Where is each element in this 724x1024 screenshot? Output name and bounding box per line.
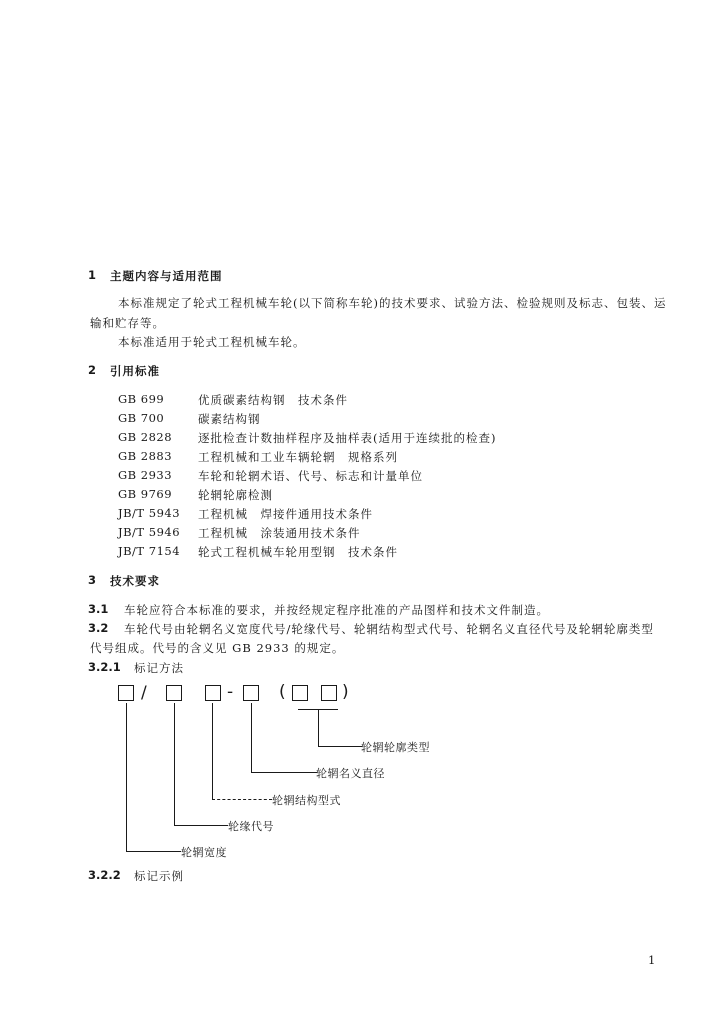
ref-name: 优质碳素结构钢 技术条件 <box>198 393 348 407</box>
label-structure: 轮辋结构型式 <box>272 794 341 807</box>
flange-leader-v <box>174 703 175 825</box>
section-3-1-text: 车轮应符合本标准的要求，并按经规定程序批准的产品图样和技术文件制造。 <box>124 603 549 617</box>
section-3-2-1-number: 3.2.1 <box>88 660 121 674</box>
ref-code: JB/T 7154 <box>118 544 181 558</box>
flange-leader-h <box>174 825 228 826</box>
ref-code: GB 699 <box>118 392 165 406</box>
section-2-title: 引用标准 <box>110 364 160 378</box>
section-3-title: 技术要求 <box>110 574 160 588</box>
section-3-2-2-title: 标记示例 <box>134 869 184 883</box>
dash-symbol: - <box>227 682 234 702</box>
box-diameter <box>243 685 259 701</box>
ref-code: JB/T 5943 <box>118 506 181 520</box>
box-flange <box>166 685 182 701</box>
ref-code: JB/T 5946 <box>118 525 181 539</box>
right-paren-symbol: ) <box>342 682 349 702</box>
ref-name: 工程机械 涂装通用技术条件 <box>198 526 361 540</box>
diameter-leader-v <box>251 703 252 772</box>
label-width: 轮辋宽度 <box>181 846 227 859</box>
label-profile: 轮辋轮廓类型 <box>361 741 430 754</box>
section-1-para2: 本标准适用于轮式工程机械车轮。 <box>118 335 306 349</box>
ref-code: GB 9769 <box>118 487 173 501</box>
ref-name: 工程机械 焊接件通用技术条件 <box>198 507 373 521</box>
section-3-2-1-title: 标记方法 <box>134 661 184 675</box>
width-leader-v <box>126 703 127 851</box>
left-paren-symbol: ( <box>279 682 286 702</box>
section-1-para1-line1: 本标准规定了轮式工程机械车轮(以下简称车轮)的技术要求、试验方法、检验规则及标志、包装、运 <box>118 296 667 310</box>
slash-symbol: / <box>141 683 147 703</box>
ref-name: 轮辋轮廓检测 <box>198 488 273 502</box>
label-diameter: 轮辋名义直径 <box>316 767 385 780</box>
ref-code: GB 2828 <box>118 430 173 444</box>
label-flange: 轮缘代号 <box>228 820 274 833</box>
diameter-leader-h <box>251 772 317 773</box>
box-profile-2 <box>321 685 337 701</box>
section-1-para1-line2: 输和贮存等。 <box>90 316 165 330</box>
section-1-number: 1 <box>88 268 98 282</box>
ref-code: GB 700 <box>118 411 165 425</box>
section-3-2-number: 3.2 <box>88 621 109 635</box>
box-profile-1 <box>292 685 308 701</box>
ref-name: 工程机械和工业车辆轮辋 规格系列 <box>198 450 398 464</box>
structure-leader-v <box>212 703 213 799</box>
ref-name: 碳素结构钢 <box>198 412 261 426</box>
section-3-2-line2: 代号组成。代号的含义见 GB 2933 的规定。 <box>90 641 345 655</box>
ref-code: GB 2933 <box>118 468 173 482</box>
section-1-title: 主题内容与适用范围 <box>110 269 223 283</box>
section-3-number: 3 <box>88 573 98 587</box>
box-structure <box>205 685 221 701</box>
ref-name: 逐批检查计数抽样程序及抽样表(适用于连续批的检查) <box>198 431 497 445</box>
profile-leader-h <box>318 746 362 747</box>
section-3-1-number: 3.1 <box>88 602 109 616</box>
profile-leader-v <box>318 709 319 746</box>
section-2-number: 2 <box>88 363 98 377</box>
section-3-2-2-number: 3.2.2 <box>88 868 121 882</box>
box-rim-width <box>118 685 134 701</box>
section-3-2-line1: 车轮代号由轮辋名义宽度代号/轮缘代号、轮辋结构型式代号、轮辋名义直径代号及轮辋轮廓类型 <box>124 622 654 636</box>
ref-name: 车轮和轮辋术语、代号、标志和计量单位 <box>198 469 423 483</box>
ref-name: 轮式工程机械车轮用型钢 技术条件 <box>198 545 398 559</box>
page-number: 1 <box>648 953 657 967</box>
structure-leader-h <box>212 799 272 800</box>
width-leader-h <box>126 851 181 852</box>
ref-code: GB 2883 <box>118 449 173 463</box>
